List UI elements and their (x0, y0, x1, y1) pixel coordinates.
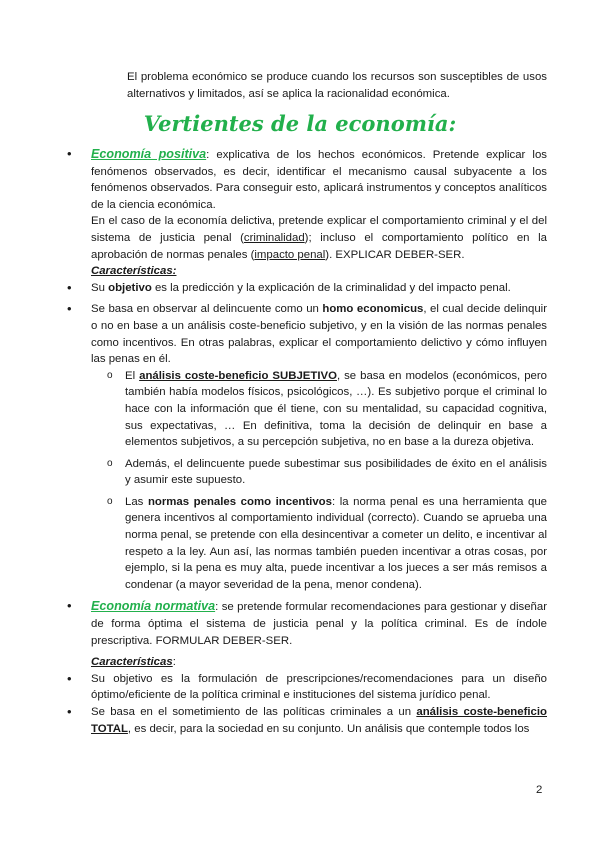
caracteristicas-label: Características: (91, 265, 177, 278)
homo-economicus-term: homo economicus (322, 303, 424, 316)
homo-text-2: , el cual decide delinquir o no en base a un análisis coste-beneficio subjetivo, y en la visión de las normas penales como incentivos. En otras palabras, explicar el comportamiento delictivo y cómo influyen las penas en él. (91, 303, 547, 366)
intro-paragraph: El problema económico se produce cuando los recursos son susceptibles de usos alternativos y limitados, así se aplica la racionalidad económica. (127, 71, 547, 100)
homo-text: Se basa en observar al delincuente como un (91, 303, 323, 316)
analisis-text: El (125, 369, 140, 382)
section-heading: Vertientes de la economía: (143, 111, 457, 136)
delictiva-text-2: ); incluso el comportamiento político en la aprobación de normas penales ( (91, 231, 547, 261)
normas-text-2: : la norma penal es una herramienta que genera incentivos al comportamiento individual (correcto). Cuando se aprueba una norma penal, se pretende con ella desincentivar a cometer un delito, e incentivar al respeto a la ley. Aun así, las normas también pueden incentivar a otras cosas, por ejemplo, si la pena es muy alta, puede incentivar a los jueces a ser más remisos a condenar (a mayor severidad de la pena, menor condena). (125, 495, 548, 591)
analisis-subjetivo-term: análisis coste-beneficio SUBJETIVO (139, 369, 337, 382)
caracteristicas-colon: : (172, 656, 176, 669)
economia-positiva-title: Economía positiva (91, 147, 207, 161)
bullet-objetivo (63, 280, 547, 297)
sub-item-normas-penales (107, 494, 547, 594)
bullet-homo-economicus (63, 301, 547, 367)
analisis-text-2: , se basa en modelos (económicos, pero también había modelos físicos, psicológicos, …). Es subjetivo porque el criminal lo hace con la información que él tiene, con su mentalidad, su capacidad cognitiva, sus expectativas, … En definitiva, toma la decisión de delinquir en base a elementos subjetivos, a su percepción subjetiva, no en base a la dureza objetiva. (125, 369, 547, 449)
subestimar-text: Además, el delincuente puede subestimar sus posibilidades de éxito en el análisis y asumir este supuesto. (125, 457, 547, 487)
delictiva-text-3: ). EXPLICAR DEBER-SER. (325, 248, 465, 261)
total-text: Se basa en el sometimiento de las políticas criminales a un (91, 706, 417, 718)
normativa-caracteristicas (63, 654, 547, 671)
bullet-coste-beneficio-total (63, 704, 547, 737)
bullet-objetivo-normativa (63, 671, 547, 704)
criminalidad-term: criminalidad (243, 231, 305, 244)
economia-normativa-title: Economía normativa (91, 599, 216, 614)
economia-normativa-definition: : se pretende formular recomendaciones para gestionar y diseñar de forma óptima el sistema de justicia penal y la política criminal. Es de índole prescriptiva. FORMULAR DEBER-SER. (91, 601, 547, 647)
bullet-economia-normativa (63, 598, 547, 649)
bullet-economia-positiva (63, 146, 547, 280)
total-text-2: , es decir, para la sociedad en su conjunto. Un análisis que contemple todos los (127, 722, 530, 735)
main-content (63, 146, 547, 737)
sub-item-analisis-subjetivo (107, 368, 547, 451)
delictiva-text: En el caso de la economía delictiva, pretende explicar el comportamiento criminal y el del sistema de justicia penal ( (91, 215, 547, 244)
impacto-penal-term: impacto penal (254, 248, 326, 261)
caracteristicas-label-2: Características (91, 656, 173, 669)
normas-text: Las (125, 495, 148, 508)
objetivo-normativa-text: Su objetivo es la formulación de prescripciones/recomendaciones para un diseño óptimo/eficiente de la política criminal e instituciones del sistema jurídico penal. (91, 672, 547, 702)
coste-beneficio-total-term: análisis coste-beneficio TOTAL (91, 706, 547, 735)
objetivo-term: objetivo (108, 281, 152, 294)
objetivo-text: Su (91, 281, 109, 294)
economia-positiva-definition: : explicativa de los hechos económicos. Pretende explicar los fenómenos observados, es decir, identificar el mecanismo causal subyacente a los fenómenos observados. Para conseguir esto, aplicará instrumentos y conceptos analíticos de la ciencia económica. (91, 149, 547, 211)
objetivo-text-2: es la predicción y la explicación de la criminalidad y del impacto penal. (151, 281, 511, 294)
normas-penales-term: normas penales como incentivos (147, 495, 332, 508)
page-number: 2 (536, 784, 543, 796)
sub-item-subestimar (107, 456, 547, 489)
